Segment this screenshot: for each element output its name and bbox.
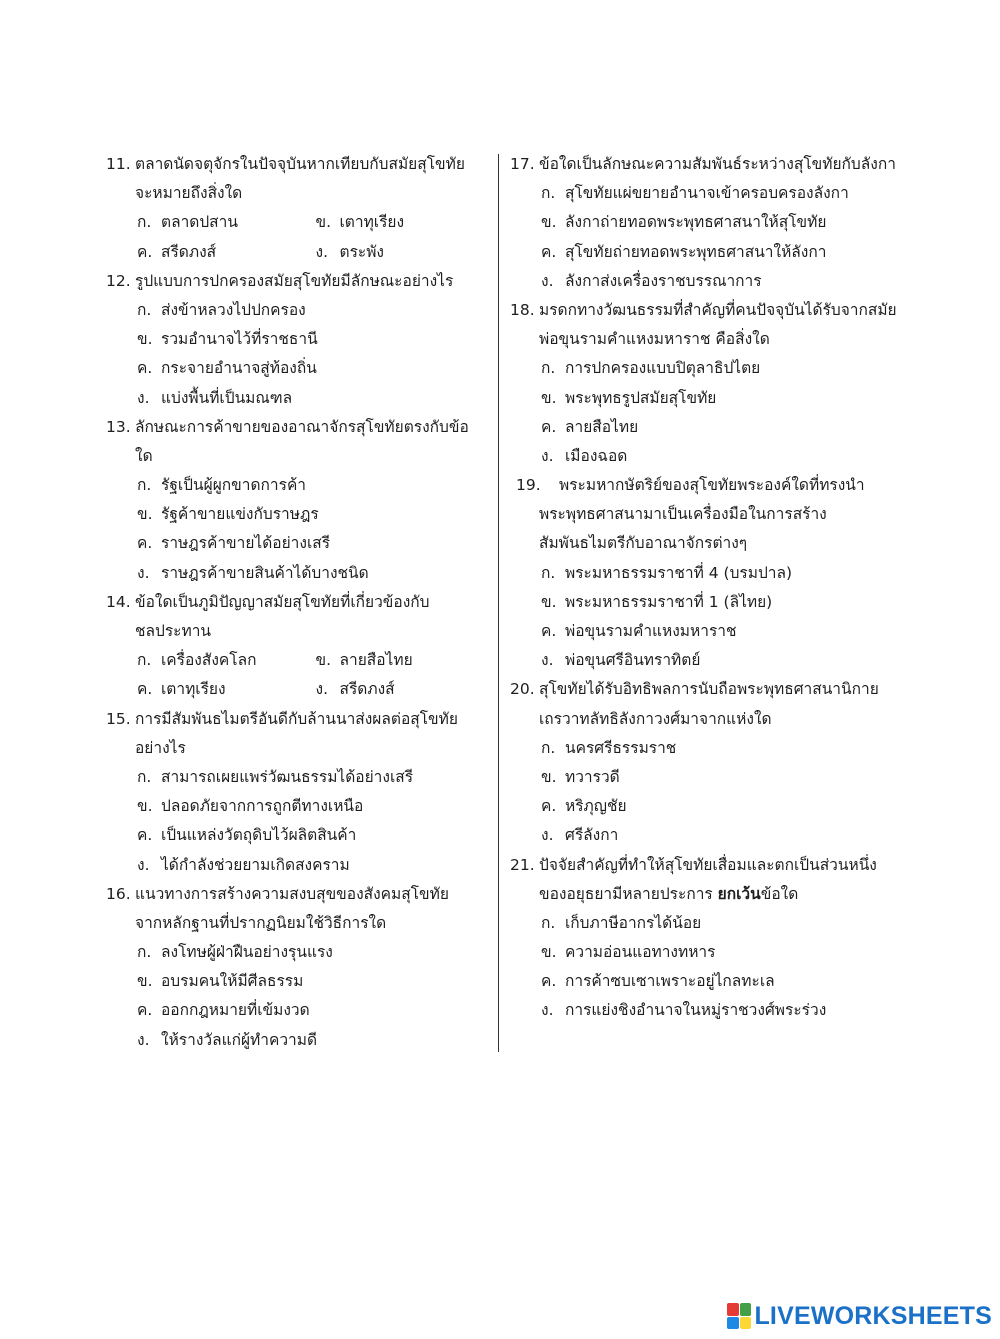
- right-column: [510, 150, 902, 1026]
- option-a[interactable]: ก. ส่งข้าหลวงไปปกครอง: [137, 300, 306, 319]
- option-d[interactable]: ง. ลังกาส่งเครื่องราชบรรณาการ: [541, 271, 762, 290]
- question-text: พ่อขุนรามคำแหงมหาราช คือสิ่งใด: [539, 330, 770, 349]
- option-b[interactable]: ข. พระมหาธรรมราชาที่ 1 (ลิไทย): [541, 592, 773, 611]
- option-row: [106, 646, 494, 675]
- option-d[interactable]: ง. แบ่งพื้นที่เป็นมณฑล: [137, 388, 293, 407]
- option-a[interactable]: ก. สามารถเผยแพร่วัฒนธรรมได้อย่างเสรี: [137, 767, 414, 786]
- question-13: [106, 413, 494, 588]
- question-number: 21.: [510, 855, 535, 874]
- question-text: ของอยุธยามีหลายประการ ยกเว้นข้อใด: [539, 884, 799, 903]
- question-text: ชลประทาน: [135, 622, 212, 640]
- question-text: พระมหากษัตริย์ของสุโขทัยพระองค์ใดที่ทรงนำ: [559, 476, 865, 495]
- question-text: รูปแบบการปกครองสมัยสุโขทัยมีลักษณะอย่างไร: [135, 271, 454, 290]
- question-17: [510, 150, 902, 296]
- option-d[interactable]: ง. สรีดภงส์: [315, 680, 395, 699]
- option-b[interactable]: ข. พระพุทธรูปสมัยสุโขทัย: [541, 388, 717, 407]
- option-b[interactable]: ข. ลายสือไทย: [315, 651, 413, 670]
- question-text: ลักษณะการค้าขายของอาณาจักรสุโขทัยตรงกับข้อ: [135, 417, 469, 436]
- question-text: การมีสัมพันธไมตรีอันดีกับล้านนาส่งผลต่อสุโขทัย: [135, 709, 458, 728]
- option-c[interactable]: ค. ลายสือไทย: [541, 417, 639, 436]
- question-number: 14.: [106, 592, 131, 611]
- question-11: [106, 150, 494, 267]
- question-number: 12.: [106, 271, 131, 290]
- question-12: [106, 267, 494, 413]
- question-text: ข้อใดเป็นลักษณะความสัมพันธ์ระหว่างสุโขทัยกับลังกา: [539, 155, 896, 173]
- question-21: [510, 851, 902, 1026]
- option-c[interactable]: ค. พ่อขุนรามคำแหงมหาราช: [541, 622, 737, 640]
- question-number: 18.: [510, 300, 535, 319]
- question-text: ตลาดนัดจตุจักรในปัจจุบันหากเทียบกับสมัยสุโขทัย: [135, 155, 465, 173]
- option-c[interactable]: ค. การค้าซบเซาเพราะอยู่ไกลทะเล: [541, 972, 775, 991]
- question-18: [510, 296, 902, 471]
- option-b[interactable]: ข. ปลอดภัยจากการถูกตีทางเหนือ: [137, 797, 364, 816]
- option-b[interactable]: ข. ลังกาถ่ายทอดพระพุทธศาสนาให้สุโขทัย: [541, 213, 827, 232]
- column-divider: [498, 154, 499, 1052]
- option-a[interactable]: ก. สุโขทัยแผ่ขยายอำนาจเข้าครอบครองลังกา: [541, 184, 849, 203]
- option-d[interactable]: ง. ศรีลังกา: [541, 826, 619, 845]
- option-c[interactable]: ค. หริภุญชัย: [541, 797, 627, 816]
- question-text: จากหลักฐานที่ปรากฏนิยมใช้วิธีการใด: [135, 913, 387, 932]
- option-a[interactable]: ก. ตลาดปสาน: [137, 213, 238, 232]
- question-19: [510, 471, 902, 675]
- question-16: [106, 880, 494, 1055]
- option-a[interactable]: ก. การปกครองแบบปิตุลาธิปไตย: [541, 359, 761, 378]
- logo-square-yellow: [740, 1317, 752, 1330]
- question-text: เถรวาทลัทธิลังกาวงศ์มาจากแห่งใด: [539, 709, 772, 728]
- question-text: สุโขทัยได้รับอิทธิพลการนับถือพระพุทธศาสนานิกาย: [539, 680, 879, 699]
- option-c[interactable]: ค. ราษฎรค้าขายได้อย่างเสรี: [137, 534, 331, 553]
- question-text: อย่างไร: [135, 738, 186, 757]
- option-a[interactable]: ก. พระมหาธรรมราชาที่ 4 (บรมปาล): [541, 563, 793, 582]
- question-text: มรดกทางวัฒนธรรมที่สำคัญที่คนปัจจุบันได้รับจากสมัย: [539, 300, 897, 319]
- logo-square-red: [727, 1303, 739, 1316]
- question-number: 19.: [516, 476, 541, 495]
- option-a[interactable]: ก. เครื่องสังคโลก: [137, 651, 257, 670]
- option-d[interactable]: ง. ตระพัง: [315, 242, 385, 261]
- logo-square-green: [740, 1303, 752, 1316]
- liveworksheets-brand-text: LIVEWORKSHEETS: [754, 1301, 992, 1330]
- option-row: [106, 238, 494, 267]
- option-a[interactable]: ก. นครศรีธรรมราช: [541, 738, 677, 757]
- option-d[interactable]: ง. พ่อขุนศรีอินทราทิตย์: [541, 651, 701, 670]
- question-text: ใด: [135, 446, 153, 465]
- option-d[interactable]: ง. การแย่งชิงอำนาจในหมู่ราชวงศ์พระร่วง: [541, 1001, 827, 1020]
- question-text: แนวทางการสร้างความสงบสุขของสังคมสุโขทัย: [135, 884, 449, 903]
- option-d[interactable]: ง. ราษฎรค้าขายสินค้าได้บางชนิด: [137, 563, 369, 582]
- option-d[interactable]: ง. เมืองฉอด: [541, 446, 628, 465]
- question-15: [106, 705, 494, 880]
- option-c[interactable]: ค. สุโขทัยถ่ายทอดพระพุทธศาสนาให้ลังกา: [541, 242, 827, 261]
- logo-square-blue: [727, 1317, 739, 1330]
- question-text: พระพุทธศาสนามาเป็นเครื่องมือในการสร้าง: [539, 505, 827, 524]
- option-a[interactable]: ก. เก็บภาษีอากรได้น้อย: [541, 913, 702, 932]
- liveworksheets-logo-icon: [727, 1303, 751, 1329]
- question-20: [510, 675, 902, 850]
- option-c[interactable]: ค. สรีดภงส์: [137, 242, 217, 261]
- option-b[interactable]: ข. อบรมคนให้มีศีลธรรม: [137, 972, 304, 991]
- question-number: 17.: [510, 155, 535, 173]
- question-number: 20.: [510, 680, 535, 699]
- option-a[interactable]: ก. รัฐเป็นผู้ผูกขาดการค้า: [137, 476, 307, 495]
- option-c[interactable]: ค. เตาทุเรียง: [137, 680, 226, 699]
- left-column: [106, 150, 494, 1055]
- option-c[interactable]: ค. กระจายอำนาจสู่ท้องถิ่น: [137, 359, 317, 378]
- option-a[interactable]: ก. ลงโทษผู้ฝ่าฝืนอย่างรุนแรง: [137, 943, 333, 962]
- option-row: [106, 675, 494, 704]
- except-emphasis: ยกเว้น: [717, 884, 761, 903]
- question-text: จะหมายถึงสิ่งใด: [135, 184, 243, 203]
- question-text: ข้อใดเป็นภูมิปัญญาสมัยสุโขทัยที่เกี่ยวข้องกับ: [135, 592, 430, 611]
- question-text: สัมพันธไมตรีกับอาณาจักรต่างๆ: [539, 534, 748, 553]
- option-b[interactable]: ข. เตาทุเรียง: [315, 213, 405, 232]
- option-c[interactable]: ค. เป็นแหล่งวัตถุดิบไว้ผลิตสินค้า: [137, 826, 357, 845]
- option-b[interactable]: ข. รัฐค้าขายแข่งกับราษฎร: [137, 505, 319, 524]
- option-c[interactable]: ค. ออกกฎหมายที่เข้มงวด: [137, 1001, 310, 1020]
- question-number: 11.: [106, 155, 131, 173]
- option-row: [106, 208, 494, 237]
- question-number: 15.: [106, 709, 131, 728]
- question-number: 16.: [106, 884, 131, 903]
- option-b[interactable]: ข. ความอ่อนแอทางทหาร: [541, 943, 716, 962]
- option-b[interactable]: ข. ทวารวดี: [541, 767, 620, 786]
- question-text: ปัจจัยสำคัญที่ทำให้สุโขทัยเสื่อมและตกเป็นส่วนหนึ่ง: [539, 855, 877, 874]
- question-number: 13.: [106, 417, 131, 436]
- liveworksheets-logo[interactable]: [727, 1301, 992, 1331]
- option-d[interactable]: ง. ให้รางวัลแก่ผู้ทำความดี: [137, 1030, 318, 1049]
- question-14: [106, 588, 494, 705]
- option-d[interactable]: ง. ได้กำลังช่วยยามเกิดสงคราม: [137, 855, 350, 874]
- option-b[interactable]: ข. รวมอำนาจไว้ที่ราชธานี: [137, 330, 318, 349]
